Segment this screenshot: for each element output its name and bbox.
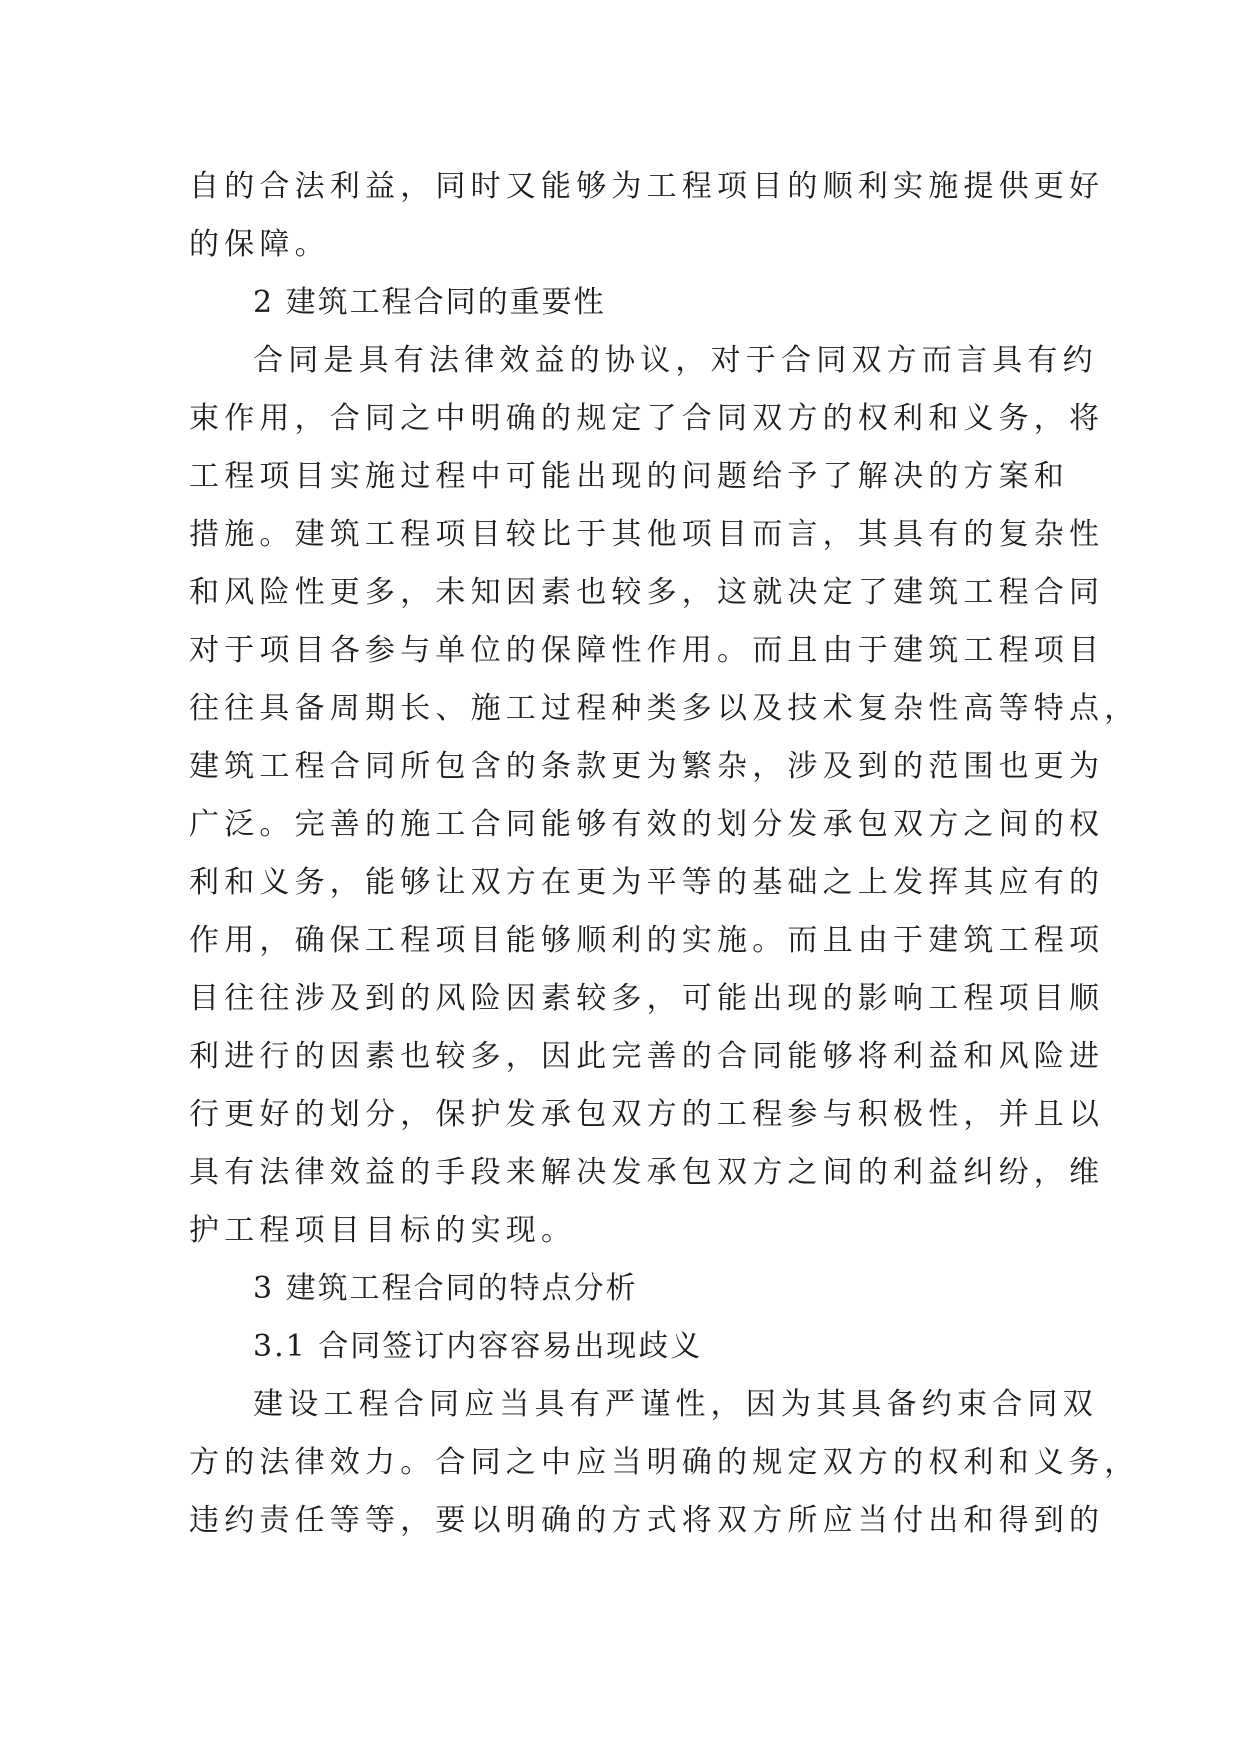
paragraph-line: 作用，确保工程项目能够顺利的实施。而且由于建筑工程项 [189, 923, 1105, 958]
paragraph-line: 的保障。 [189, 227, 330, 262]
paragraph-line: 合同是具有法律效益的协议，对于合同双方而言具有约 [253, 343, 1098, 378]
paragraph-line: 违约责任等等，要以明确的方式将双方所应当付出和得到的 [189, 1503, 1105, 1538]
paragraph-line: 方的法律效力。合同之中应当明确的规定双方的权利和义务， [189, 1445, 1140, 1480]
paragraph-line: 工程项目实施过程中可能出现的问题给予了解决的方案和 [189, 459, 1069, 494]
paragraph-line: 广泛。完善的施工合同能够有效的划分发承包双方之间的权 [189, 807, 1105, 842]
body-text [189, 158, 1140, 1550]
section-heading: 3 建筑工程合同的特点分析 [253, 1271, 638, 1306]
paragraph-line: 往往具备周期长、施工过程种类多以及技术复杂性高等特点， [189, 691, 1140, 726]
paragraph-line: 束作用，合同之中明确的规定了合同双方的权利和义务，将 [189, 401, 1105, 436]
paragraph-line: 自的合法利益，同时又能够为工程项目的顺利实施提供更好 [189, 169, 1105, 204]
paragraph-line: 措施。建筑工程项目较比于其他项目而言，其具有的复杂性 [189, 517, 1105, 552]
paragraph-line: 和风险性更多，未知因素也较多，这就决定了建筑工程合同 [189, 575, 1105, 610]
paragraph-line: 目往往涉及到的风险因素较多，可能出现的影响工程项目顺 [189, 981, 1105, 1016]
paragraph-line: 具有法律效益的手段来解决发承包双方之间的利益纠纷，维 [189, 1155, 1105, 1190]
paragraph-line: 利进行的因素也较多，因此完善的合同能够将利益和风险进 [189, 1039, 1105, 1074]
paragraph-line: 利和义务，能够让双方在更为平等的基础之上发挥其应有的 [189, 865, 1105, 900]
paragraph-line: 对于项目各参与单位的保障性作用。而且由于建筑工程项目 [189, 633, 1105, 668]
paragraph-line: 建设工程合同应当具有严谨性，因为其具备约束合同双 [253, 1387, 1098, 1422]
paragraph-line: 建筑工程合同所包含的条款更为繁杂，涉及到的范围也更为 [189, 749, 1105, 784]
subsection-heading: 3.1 合同签订内容容易出现歧义 [253, 1329, 703, 1364]
paragraph-line: 护工程项目目标的实现。 [189, 1213, 577, 1248]
paragraph-line: 行更好的划分，保护发承包双方的工程参与积极性，并且以 [189, 1097, 1105, 1132]
section-heading: 2 建筑工程合同的重要性 [253, 285, 606, 320]
